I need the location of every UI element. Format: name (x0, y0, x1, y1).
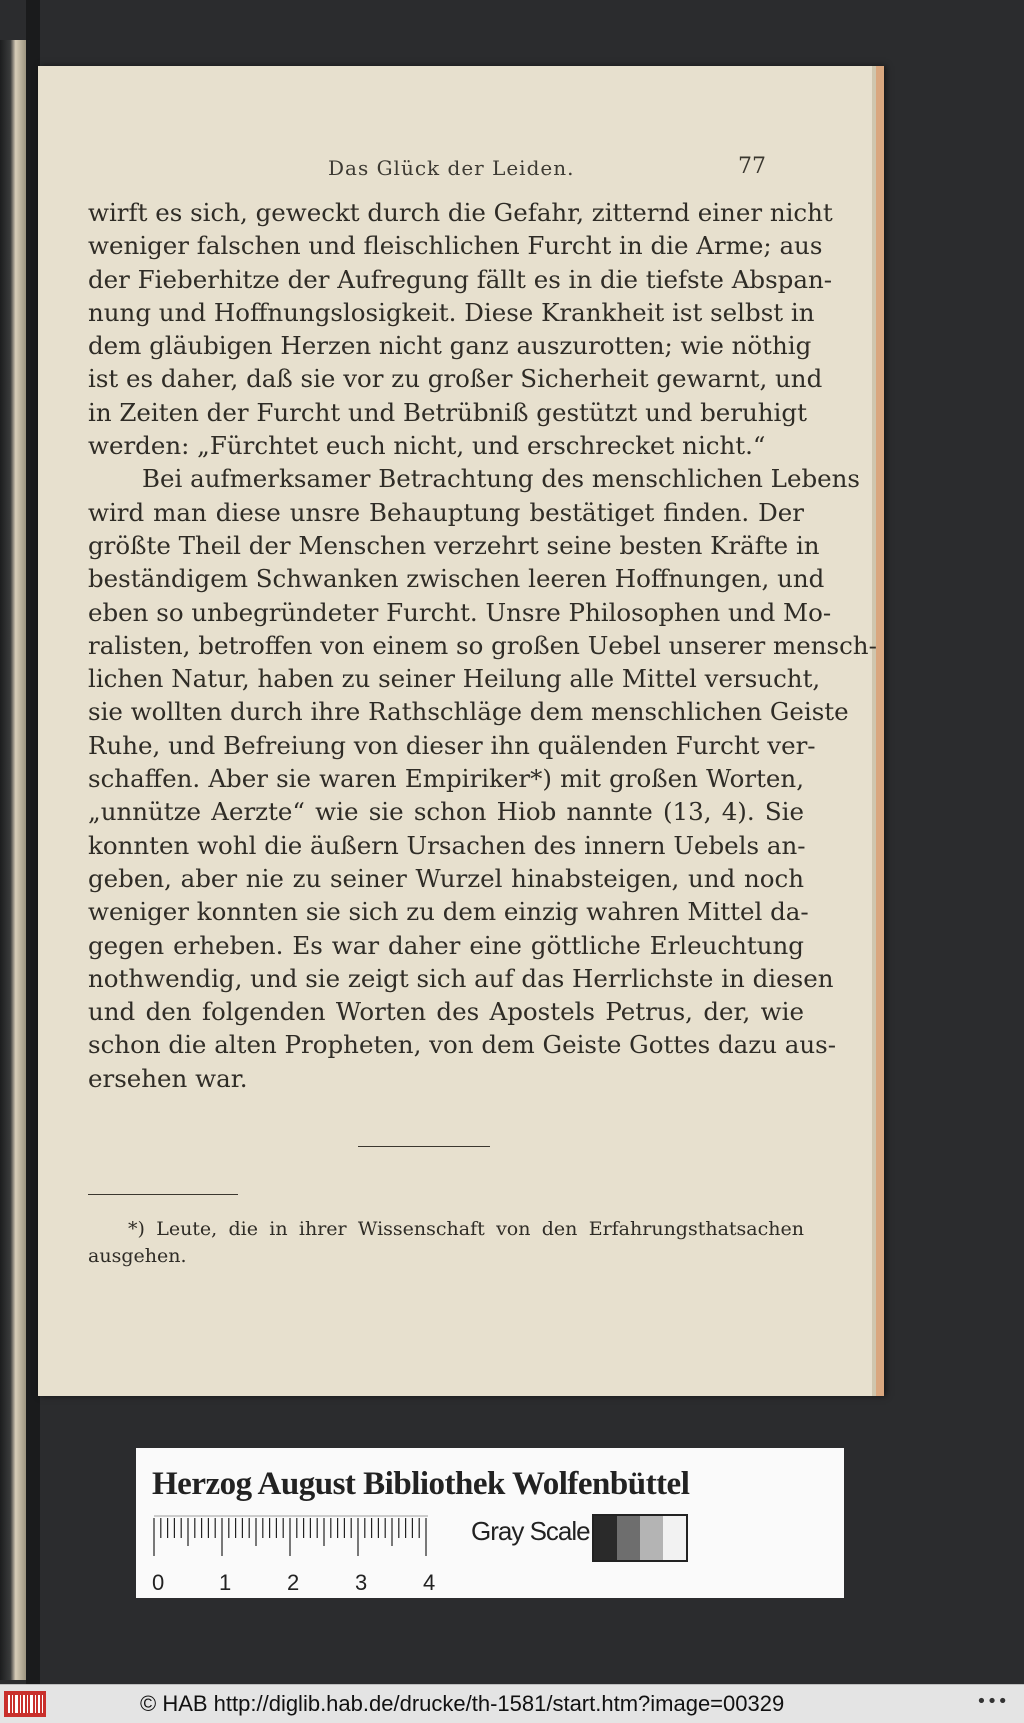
text-line: lichen Natur, haben zu seiner Heilung alle Mittel versucht, (88, 664, 821, 694)
text-line: wird man diese unsre Behauptung bestätiget finden. Der (88, 497, 804, 527)
text-line: ralisten, betroffen von einem so großen Uebel unserer mensch- (88, 630, 877, 660)
gray-scale-swatches (592, 1514, 688, 1562)
color-scale-card (136, 1448, 844, 1598)
text-line: schon die alten Propheten, von dem Geiste Gottes dazu aus- (88, 1030, 837, 1060)
text-line: nothwendig, und sie zeigt sich auf das Herrlichste in diesen (88, 963, 834, 993)
text-line: weniger falschen und fleischlichen Furcht in die Arme; aus (88, 231, 823, 261)
gray-swatch (640, 1516, 663, 1560)
footnote-line: *) Leute, die in ihrer Wissenschaft von den Erfahrungsthatsachen (128, 1218, 804, 1240)
text-line: geben, aber nie zu seiner Wurzel hinabsteigen, und noch (88, 863, 804, 893)
text-line: „unnütze Aerzte“ wie sie schon Hiob nannte (13, 4). Sie (88, 797, 804, 827)
ruler (154, 1514, 454, 1594)
gray-swatch (617, 1516, 640, 1560)
ruler-label: 4 (423, 1570, 436, 1595)
gray-scale-label: Gray Scale (471, 1516, 590, 1546)
gray-swatch (663, 1516, 686, 1560)
text-line: ersehen war. (88, 1063, 248, 1093)
body-text (88, 196, 877, 1095)
previous-page-edge (0, 40, 26, 1680)
text-line: ist es daher, daß sie vor zu großer Sicherheit gewarnt, und (88, 364, 823, 394)
text-line: wirft es sich, geweckt durch die Gefahr, zitternd einer nicht (88, 198, 833, 227)
text-line: der Fieberhitze der Aufregung fällt es in die tiefste Abspan- (88, 264, 833, 294)
text-line: dem gläubigen Herzen nicht ganz auszurotten; wie nöthig (88, 331, 812, 361)
text-line: Bei aufmerksamer Betrachtung des menschlichen Lebens (142, 464, 860, 494)
text-line: eben so unbegründeter Furcht. Unsre Philosophen und Mo- (88, 597, 832, 627)
footnote (88, 1216, 804, 1270)
text-line: konnten wohl die äußern Ursachen des innern Uebels an- (88, 830, 806, 860)
text-line: gegen erheben. Es war daher eine göttliche Erleuchtung (88, 930, 804, 960)
text-line: größte Theil der Menschen verzehrt seine besten Kräfte in (88, 530, 820, 560)
copyright-url[interactable]: © HAB http://diglib.hab.de/drucke/th-1581/start.htm?image=00329 (140, 1691, 785, 1716)
ruler-label: 0 (152, 1570, 165, 1595)
text-line: beständigem Schwanken zwischen leeren Hoffnungen, und (88, 564, 825, 594)
ruler-label: 3 (355, 1570, 368, 1595)
ruler-label: 1 (219, 1570, 232, 1595)
text-line: sie wollten durch ihre Rathschläge dem menschlichen Geiste (88, 697, 849, 727)
book-page (38, 66, 884, 1396)
text-line: weniger konnten sie sich zu dem einzig wahren Mittel da- (88, 897, 809, 927)
page-number: 77 (738, 154, 766, 179)
text-line: werden: „Fürchtet euch nicht, und erschrecket nicht.“ (88, 431, 766, 461)
section-divider (358, 1146, 490, 1147)
text-line: in Zeiten der Furcht und Betrübniß gestützt und beruhigt (88, 397, 807, 427)
gray-swatch (594, 1516, 617, 1560)
ruler-label: 2 (287, 1570, 300, 1595)
status-bar (0, 1684, 1024, 1723)
barcode-icon (4, 1691, 46, 1717)
footnote-rule (88, 1194, 238, 1195)
text-line: Ruhe, und Befreiung von dieser ihn quälenden Furcht ver- (88, 730, 816, 760)
text-line: nung und Hoffnungslosigkeit. Diese Krankheit ist selbst in (88, 297, 815, 327)
text-line: schaffen. Aber sie waren Empiriker*) mit großen Worten, (88, 764, 804, 794)
text-line: und den folgenden Worten des Apostels Petrus, der, wie (88, 997, 804, 1027)
library-name: Herzog August Bibliothek Wolfenbüttel (152, 1466, 690, 1502)
running-title: Das Glück der Leiden. (328, 156, 575, 180)
footnote-line: ausgehen. (88, 1245, 187, 1267)
more-options-button[interactable]: ••• (976, 1691, 1008, 1712)
running-head (38, 156, 884, 186)
